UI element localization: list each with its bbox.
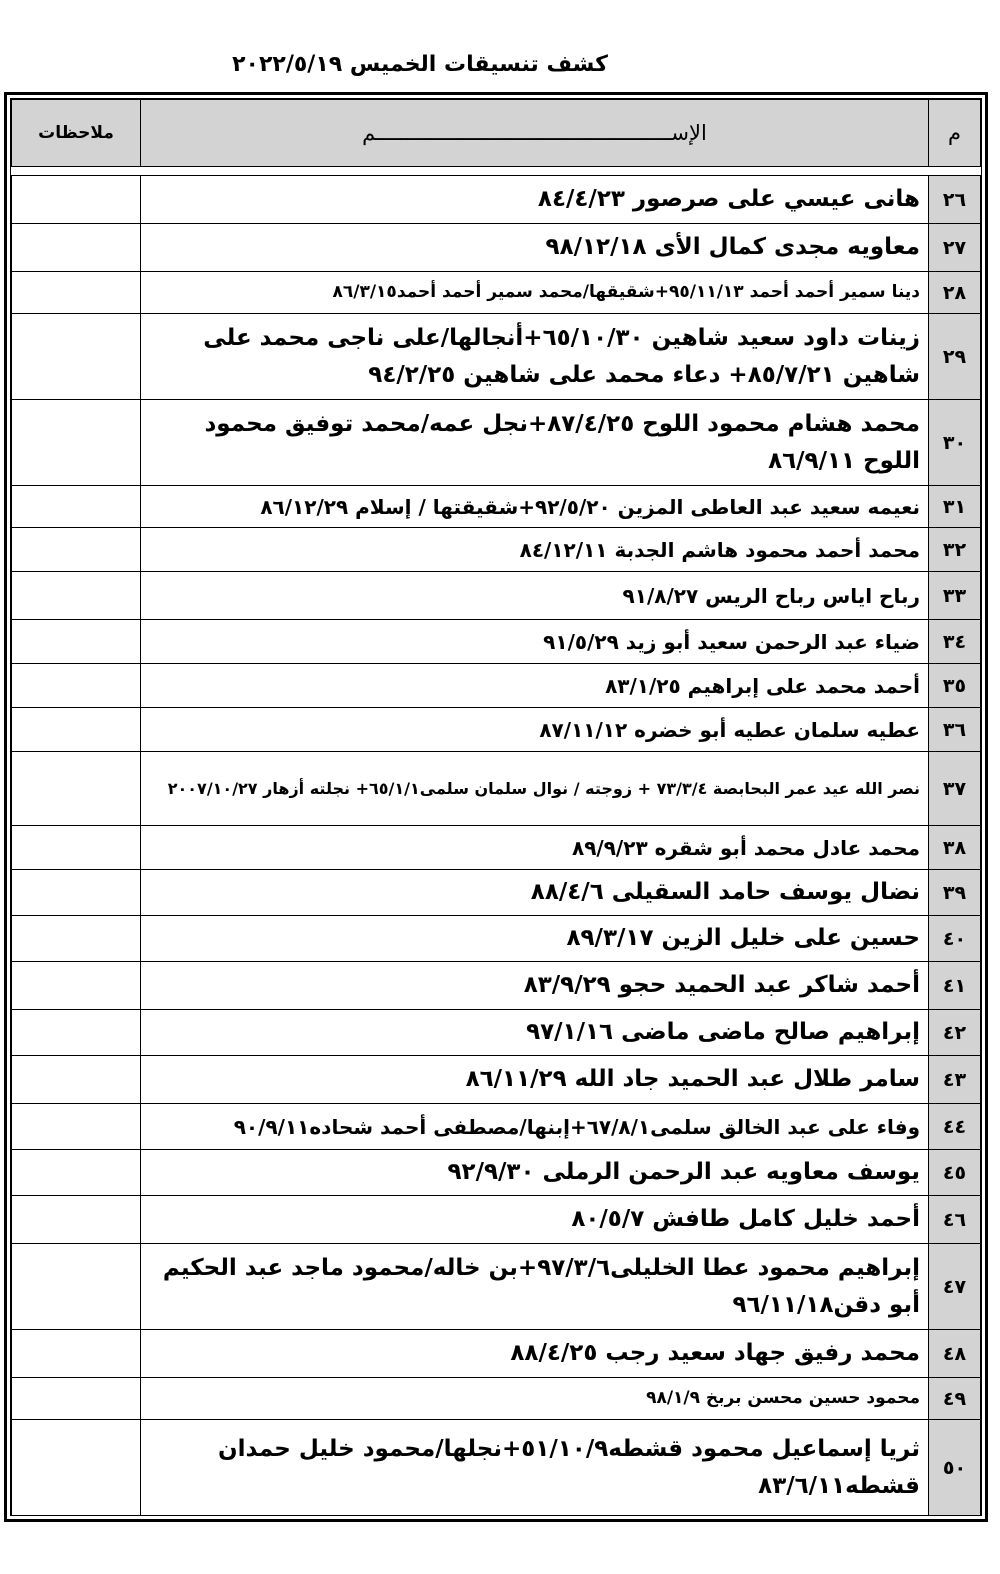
row-name: نضال يوسف حامد السقيلى ٨٨/٤/٦ [141,870,929,916]
row-name: محمود حسين محسن بربخ ٩٨/١/٩ [141,1378,929,1420]
row-number: ٣٨ [929,826,981,870]
table-row [12,1056,981,1104]
header-spacer [12,167,981,176]
row-number: ٢٨ [929,272,981,314]
row-name: حسين على خليل الزين ٨٩/٣/١٧ [141,916,929,962]
row-number: ٣٦ [929,708,981,752]
row-name: نعيمه سعيد عبد العاطى المزين ٩٢/٥/٢٠+شقيقتها / إسلام ٨٦/١٢/٢٩ [141,486,929,528]
registry-table [11,99,981,1516]
table-row [12,272,981,314]
header-notes: ملاحظات [12,100,141,167]
row-number: ٤٥ [929,1150,981,1196]
header-number: م [929,100,981,167]
table-row [12,870,981,916]
row-name: عطيه سلمان عطيه أبو خضره ٨٧/١١/١٢ [141,708,929,752]
table-row [12,752,981,826]
table-row [12,314,981,400]
row-notes [12,1330,141,1378]
table-row [12,1010,981,1056]
table-row [12,1244,981,1330]
row-name: هانى عيسي على صرصور ٨٤/٤/٢٣ [141,176,929,224]
row-name: أحمد محمد على إبراهيم ٨٣/١/٢٥ [141,664,929,708]
table-row [12,1330,981,1378]
row-name: ضياء عبد الرحمن سعيد أبو زيد ٩١/٥/٢٩ [141,620,929,664]
row-number: ٣١ [929,486,981,528]
row-number: ٣٧ [929,752,981,826]
row-notes [12,1420,141,1516]
table-row [12,528,981,572]
row-notes [12,1196,141,1244]
table-header-row [12,100,981,167]
row-name: محمد أحمد محمود هاشم الجدبة ٨٤/١٢/١١ [141,528,929,572]
table-row [12,916,981,962]
row-notes [12,1010,141,1056]
row-number: ٤٦ [929,1196,981,1244]
table-row [12,486,981,528]
row-name: ثريا إسماعيل محمود قشطه٥١/١٠/٩+نجلها/محمود خليل حمدان قشطه٨٣/٦/١١ [141,1420,929,1516]
row-number: ٣٩ [929,870,981,916]
row-number: ٤١ [929,962,981,1010]
row-number: ٢٧ [929,224,981,272]
row-notes [12,916,141,962]
row-notes [12,314,141,400]
row-notes [12,620,141,664]
table-row [12,224,981,272]
table-row [12,708,981,752]
table-row [12,1196,981,1244]
row-name: أحمد خليل كامل طافش ٨٠/٥/٧ [141,1196,929,1244]
table-row [12,1104,981,1150]
row-name: أحمد شاكر عبد الحميد حجو ٨٣/٩/٢٩ [141,962,929,1010]
row-notes [12,176,141,224]
row-number: ٤٣ [929,1056,981,1104]
row-number: ٣٢ [929,528,981,572]
row-name: إبراهيم محمود عطا الخليلى٩٧/٣/٦+بن خاله/محمود ماجد عبد الحكيم أبو دقن٩٦/١١/١٨ [141,1244,929,1330]
row-notes [12,400,141,486]
header-name: الإســــــــــــــــــــــــــــــــــــــــــــــــم [141,100,929,167]
row-number: ٤٩ [929,1378,981,1420]
row-number: ٥٠ [929,1420,981,1516]
row-name: زينات داود سعيد شاهين ٦٥/١٠/٣٠+أنجالها/على ناجى محمد على شاهين ٨٥/٧/٢١+ دعاء محمد على شاهين ٩٤/٢/٢٥ [141,314,929,400]
row-notes [12,528,141,572]
row-number: ٢٦ [929,176,981,224]
row-number: ٤٨ [929,1330,981,1378]
row-number: ٢٩ [929,314,981,400]
row-notes [12,1378,141,1420]
row-name: إبراهيم صالح ماضى ماضى ٩٧/١/١٦ [141,1010,929,1056]
row-notes [12,826,141,870]
row-name: محمد هشام محمود اللوح ٨٧/٤/٢٥+نجل عمه/محمد توفيق محمود اللوح ٨٦/٩/١١ [141,400,929,486]
row-notes [12,664,141,708]
row-notes [12,708,141,752]
table-row [12,572,981,620]
row-name: وفاء على عبد الخالق سلمى٦٧/٨/١+إبنها/مصطفى أحمد شحاده٩٠/٩/١١ [141,1104,929,1150]
table-row [12,826,981,870]
row-notes [12,486,141,528]
row-name: دينا سمير أحمد أحمد ٩٥/١١/١٣+شقيقها/محمد سمير أحمد أحمد٨٦/٣/١٥ [141,272,929,314]
row-notes [12,870,141,916]
table-row [12,962,981,1010]
row-notes [12,1056,141,1104]
row-notes [12,272,141,314]
row-number: ٣٣ [929,572,981,620]
table-row [12,176,981,224]
row-name: محمد رفيق جهاد سعيد رجب ٨٨/٤/٢٥ [141,1330,929,1378]
row-notes [12,1150,141,1196]
row-number: ٤٧ [929,1244,981,1330]
table-row [12,1420,981,1516]
row-name: سامر طلال عبد الحميد جاد الله ٨٦/١١/٢٩ [141,1056,929,1104]
document-title: كشف تنسيقات الخميس ٢٠٢٢/٥/١٩ [232,52,608,77]
row-notes [12,752,141,826]
row-notes [12,572,141,620]
table-row [12,620,981,664]
row-number: ٤٤ [929,1104,981,1150]
table-row [12,1150,981,1196]
row-number: ٣٥ [929,664,981,708]
row-number: ٤٢ [929,1010,981,1056]
row-notes [12,1104,141,1150]
row-number: ٣٤ [929,620,981,664]
table-row [12,400,981,486]
table-row [12,664,981,708]
row-name: معاويه مجدى كمال الأى ٩٨/١٢/١٨ [141,224,929,272]
table-row [12,1378,981,1420]
row-notes [12,1244,141,1330]
row-name: يوسف معاويه عبد الرحمن الرملى ٩٢/٩/٣٠ [141,1150,929,1196]
row-name: نصر الله عيد عمر البحابصة ٧٣/٣/٤ + زوجته / نوال سلمان سلمى٦٥/١/١+ نجلته أزهار ٢٠٠٧/١٠/٢٧ [141,752,929,826]
row-number: ٣٠ [929,400,981,486]
row-notes [12,962,141,1010]
row-number: ٤٠ [929,916,981,962]
registry-table-frame [4,92,988,1522]
row-name: رباح اياس رباح الريس ٩١/٨/٢٧ [141,572,929,620]
row-name: محمد عادل محمد أبو شقره ٨٩/٩/٢٣ [141,826,929,870]
row-notes [12,224,141,272]
